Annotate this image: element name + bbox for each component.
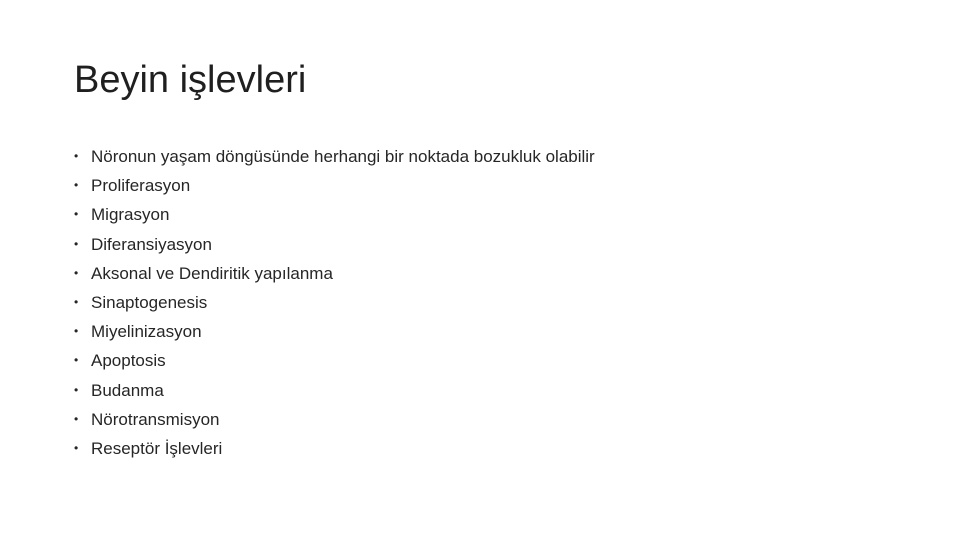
- bullet-text: Nöronun yaşam döngüsünde herhangi bir noktada bozukluk olabilir: [91, 147, 595, 166]
- bullet-text: Miyelinizasyon: [91, 322, 202, 342]
- bullet-icon: •: [74, 382, 79, 397]
- bullet-icon: •: [74, 294, 79, 309]
- bullet-icon: •: [74, 149, 79, 163]
- bullet-icon: •: [74, 265, 79, 280]
- bullet-icon: •: [74, 178, 79, 193]
- bullet-icon: •: [74, 353, 79, 368]
- bullet-icon: •: [74, 236, 79, 251]
- bullet-text: Proliferasyon: [91, 176, 191, 196]
- bullet-icon: •: [74, 207, 79, 222]
- bullet-icon: •: [74, 324, 79, 339]
- bullet-text: Nörotransmisyon: [91, 409, 220, 429]
- bullet-text: Aksonal ve Dendiritik yapılanma: [91, 263, 333, 283]
- bullet-icon: •: [74, 411, 79, 426]
- bullet-text: Migrasyon: [91, 205, 170, 225]
- bullet-text: Diferansiyasyon: [91, 234, 212, 254]
- bullet-text: Reseptör İşlevleri: [91, 438, 223, 458]
- bullet-text: Apoptosis: [91, 351, 166, 371]
- slide-title: Beyin işlevleri: [74, 59, 307, 101]
- bullet-text: Budanma: [91, 380, 164, 400]
- bullet-text: Sinaptogenesis: [91, 292, 208, 312]
- bullet-icon: •: [74, 440, 79, 455]
